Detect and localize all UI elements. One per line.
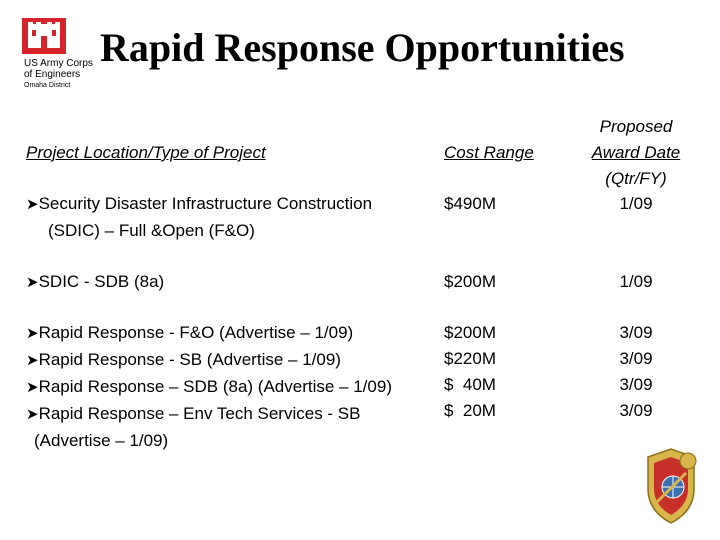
table-row: ➤Rapid Response - SB (Advertise – 1/09) xyxy=(26,350,341,369)
cost-value: $ 20M xyxy=(444,401,496,420)
arrow-bullet-icon: ➤ xyxy=(26,325,39,342)
table-row: ➤SDIC - SDB (8a) xyxy=(26,272,165,291)
arrow-bullet-icon: ➤ xyxy=(26,274,39,291)
cost-value: $220M xyxy=(444,349,496,368)
table-row: ➤Rapid Response – Env Tech Services - SB xyxy=(26,404,361,423)
org-name: US Army Corps of Engineers xyxy=(24,58,93,80)
cost-value: $490M xyxy=(444,194,496,213)
award-value: 3/09 xyxy=(619,401,653,420)
corps-emblem-icon xyxy=(640,445,702,525)
cost-value: $200M xyxy=(444,323,496,342)
table-row: ➤Rapid Response - F&O (Advertise – 1/09) xyxy=(26,323,354,342)
arrow-bullet-icon: ➤ xyxy=(26,379,39,396)
award-value: 3/09 xyxy=(619,323,653,342)
award-value: 3/09 xyxy=(619,375,653,394)
award-value: 1/09 xyxy=(619,272,653,291)
table-row: ➤Security Disaster Infrastructure Construction (SDIC) – Full &Open (F&O) xyxy=(26,194,373,240)
column-header-project: Project Location/Type of Project xyxy=(26,143,266,162)
award-column xyxy=(586,320,686,424)
column-header-award: Proposed Award Date (Qtr/FY) xyxy=(591,117,681,188)
arrow-bullet-icon: ➤ xyxy=(26,196,39,213)
arrow-bullet-icon: ➤ xyxy=(26,406,39,423)
award-value: 1/09 xyxy=(619,194,653,213)
table-row: ➤Rapid Response – SDB (8a) (Advertise – 1/09) xyxy=(26,377,392,396)
cost-column xyxy=(444,320,496,424)
table-row-group: ➤Rapid Response - F&O (Advertise – 1/09) ➤Rapid Response - SB (Advertise – 1/09) ➤Rapid Response – SDB (8a) (Advertise – 1/09) ➤Rapid Response – Env Tech Services - SB (Advertise – 1/09) xyxy=(26,320,392,454)
cost-value: $ 40M xyxy=(444,375,496,394)
castle-logo-icon xyxy=(22,18,66,54)
cost-value: $200M xyxy=(444,272,496,291)
page-title: Rapid Response Opportunities xyxy=(100,25,625,70)
award-value: 3/09 xyxy=(619,349,653,368)
district-name: Omaha District xyxy=(24,82,71,89)
column-header-cost: Cost Range xyxy=(444,143,534,162)
arrow-bullet-icon: ➤ xyxy=(26,352,39,369)
